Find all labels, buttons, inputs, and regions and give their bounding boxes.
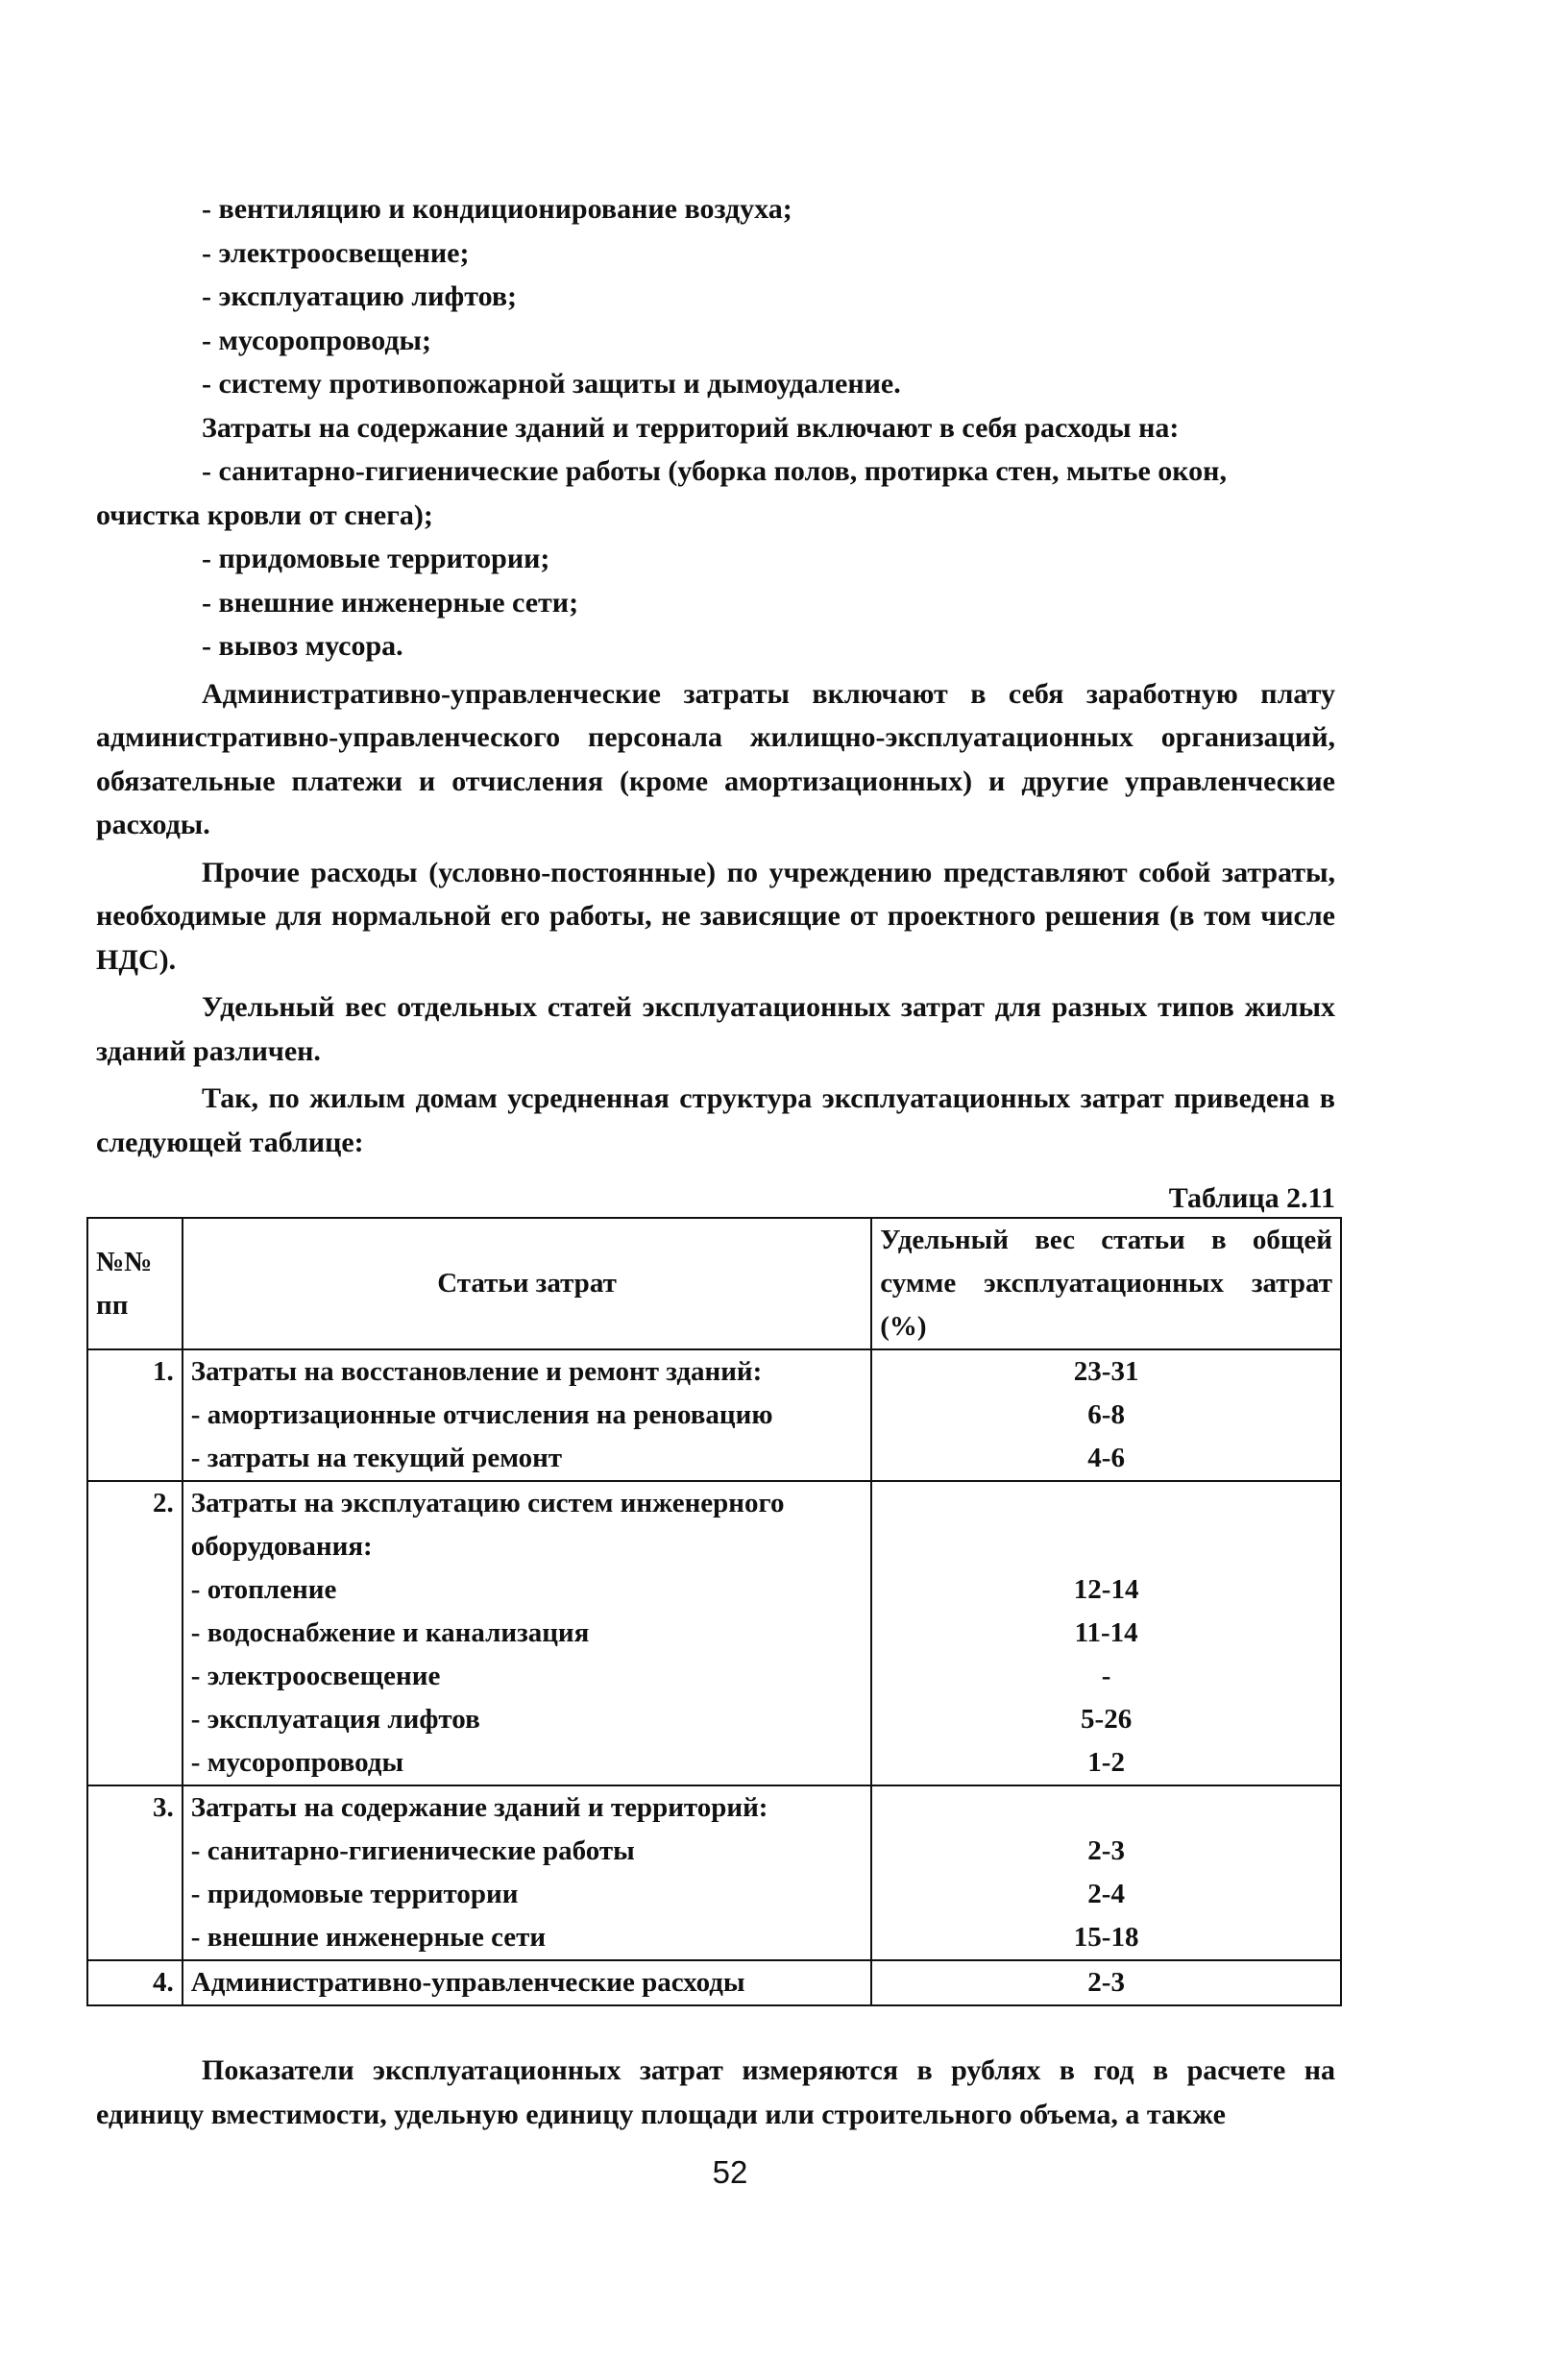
bullet-yards: - придомовые территории; [202, 543, 550, 574]
paragraph-other-costs: Прочие расходы (условно-постоянные) по учреждению представляют собой затраты, необходимые для нормальной его работы, не зависящие от проектного решения (в том числе НДС). [96, 856, 1335, 976]
bullet-sanitary-line2: очистка кровли от снега); [96, 498, 433, 531]
share-value: 5-26 [1081, 1704, 1133, 1735]
share-value [880, 1786, 1332, 1830]
share-value: 15-18 [1073, 1922, 1139, 1953]
header-share-percent: Удельный вес статьи в общей сумме эксплуатационных затрат (%) [871, 1218, 1341, 1349]
cost-item-label: - эксплуатация лифтов [190, 1704, 480, 1735]
table-row [87, 1349, 1341, 1481]
share-value [880, 1482, 1332, 1525]
cost-item-label: - санитарно-гигиенические работы [190, 1835, 635, 1866]
share-value: 23-31 [1073, 1356, 1139, 1387]
cost-item-label: - мусоропроводы [190, 1747, 404, 1778]
cost-item-label: Затраты на эксплуатацию систем инженерного [190, 1488, 785, 1518]
bullet-elevators: - эксплуатацию лифтов; [202, 280, 518, 312]
share-value: 12-14 [1073, 1574, 1139, 1605]
row-share-values [871, 1785, 1341, 1960]
cost-item-label: оборудования: [190, 1531, 373, 1562]
cost-item-label: - отопление [190, 1574, 337, 1605]
paragraph-share-differs: Удельный вес отдельных статей эксплуатационных затрат для разных типов жилых зданий различен. [96, 991, 1335, 1067]
share-value [880, 1525, 1332, 1568]
paragraph-admin-costs: Административно-управленческие затраты включают в себя заработную плату административно-управленческого персонала жилищно-эксплуатационных организаций, обязательные платежи и отчисления (кроме амортизационных) и другие управленческие расходы. [96, 677, 1335, 840]
page-number: 52 [712, 2154, 748, 2190]
row-cost-items [183, 1481, 871, 1785]
cost-item-label: Затраты на содержание зданий и территорий: [190, 1792, 768, 1823]
bullet-fire-protection: - систему противопожарной защиты и дымоудаление. [202, 368, 901, 400]
paragraph-maintenance: Затраты на содержание зданий и территорий включают в себя расходы на: [202, 411, 1180, 444]
row-number: 1. [87, 1349, 183, 1481]
row-number: 4. [87, 1960, 183, 2005]
cost-item-label: - амортизационные отчисления на реновацию [190, 1399, 773, 1430]
bullet-ventilation: - вентиляцию и кондиционирование воздуха; [202, 193, 792, 225]
closing-paragraph [96, 2049, 1335, 2136]
header-number: №№ пп [87, 1218, 183, 1349]
row-cost-items [183, 1785, 871, 1960]
table-row [87, 1481, 1341, 1785]
row-cost-items [183, 1960, 871, 2005]
paragraph-closing: Показатели эксплуатационных затрат измеряются в рублях в год в расчете на единицу вместимости, удельную единицу площади или строительного объема, а также [96, 2054, 1335, 2130]
row-share-values [871, 1960, 1341, 2005]
bullet-garbage-chutes: - мусоропроводы; [202, 324, 431, 356]
share-value: 2-3 [1087, 1835, 1125, 1866]
cost-item-label: Затраты на восстановление и ремонт зданий: [190, 1356, 763, 1387]
cost-item-label: - внешние инженерные сети [190, 1922, 547, 1953]
bullet-waste-removal: - вывоз мусора. [202, 630, 403, 662]
intro-text [96, 187, 1335, 1164]
cost-item-label: Административно-управленческие расходы [190, 1967, 745, 1998]
row-share-values [871, 1481, 1341, 1785]
cost-item-label: - водоснабжение и канализация [190, 1617, 590, 1648]
paragraph-table-intro: Так, по жилым домам усредненная структура эксплуатационных затрат приведена в следующей таблице: [96, 1082, 1335, 1158]
header-cost-item: Статьи затрат [183, 1218, 871, 1349]
bullet-lighting: - электроосвещение; [202, 236, 470, 269]
cost-structure-table [86, 1217, 1342, 2006]
row-cost-items [183, 1349, 871, 1481]
bullet-external-networks: - внешние инженерные сети; [202, 586, 579, 619]
share-value: 4-6 [1087, 1443, 1125, 1473]
share-value: 2-4 [1087, 1879, 1125, 1909]
cost-item-label: - затраты на текущий ремонт [190, 1443, 563, 1473]
table-body [87, 1349, 1341, 2005]
table-row [87, 1785, 1341, 1960]
table-header-row [87, 1218, 1341, 1349]
row-share-values [871, 1349, 1341, 1481]
bullet-sanitary [96, 449, 1335, 537]
share-value: 6-8 [1087, 1399, 1125, 1430]
bullet-sanitary-line1: - санитарно-гигиенические работы (уборка полов, протирка стен, мытье окон, [202, 455, 1227, 487]
share-value: 11-14 [1074, 1617, 1138, 1648]
table-caption: Таблица 2.11 [1168, 1182, 1335, 1214]
table-row [87, 1960, 1341, 2005]
share-value: 2-3 [1087, 1967, 1125, 1998]
row-number: 3. [87, 1785, 183, 1960]
cost-item-label: - электроосвещение [190, 1661, 441, 1691]
share-value: - [1101, 1661, 1111, 1691]
row-number: 2. [87, 1481, 183, 1785]
cost-item-label: - придомовые территории [190, 1879, 519, 1909]
share-value: 1-2 [1087, 1747, 1125, 1778]
